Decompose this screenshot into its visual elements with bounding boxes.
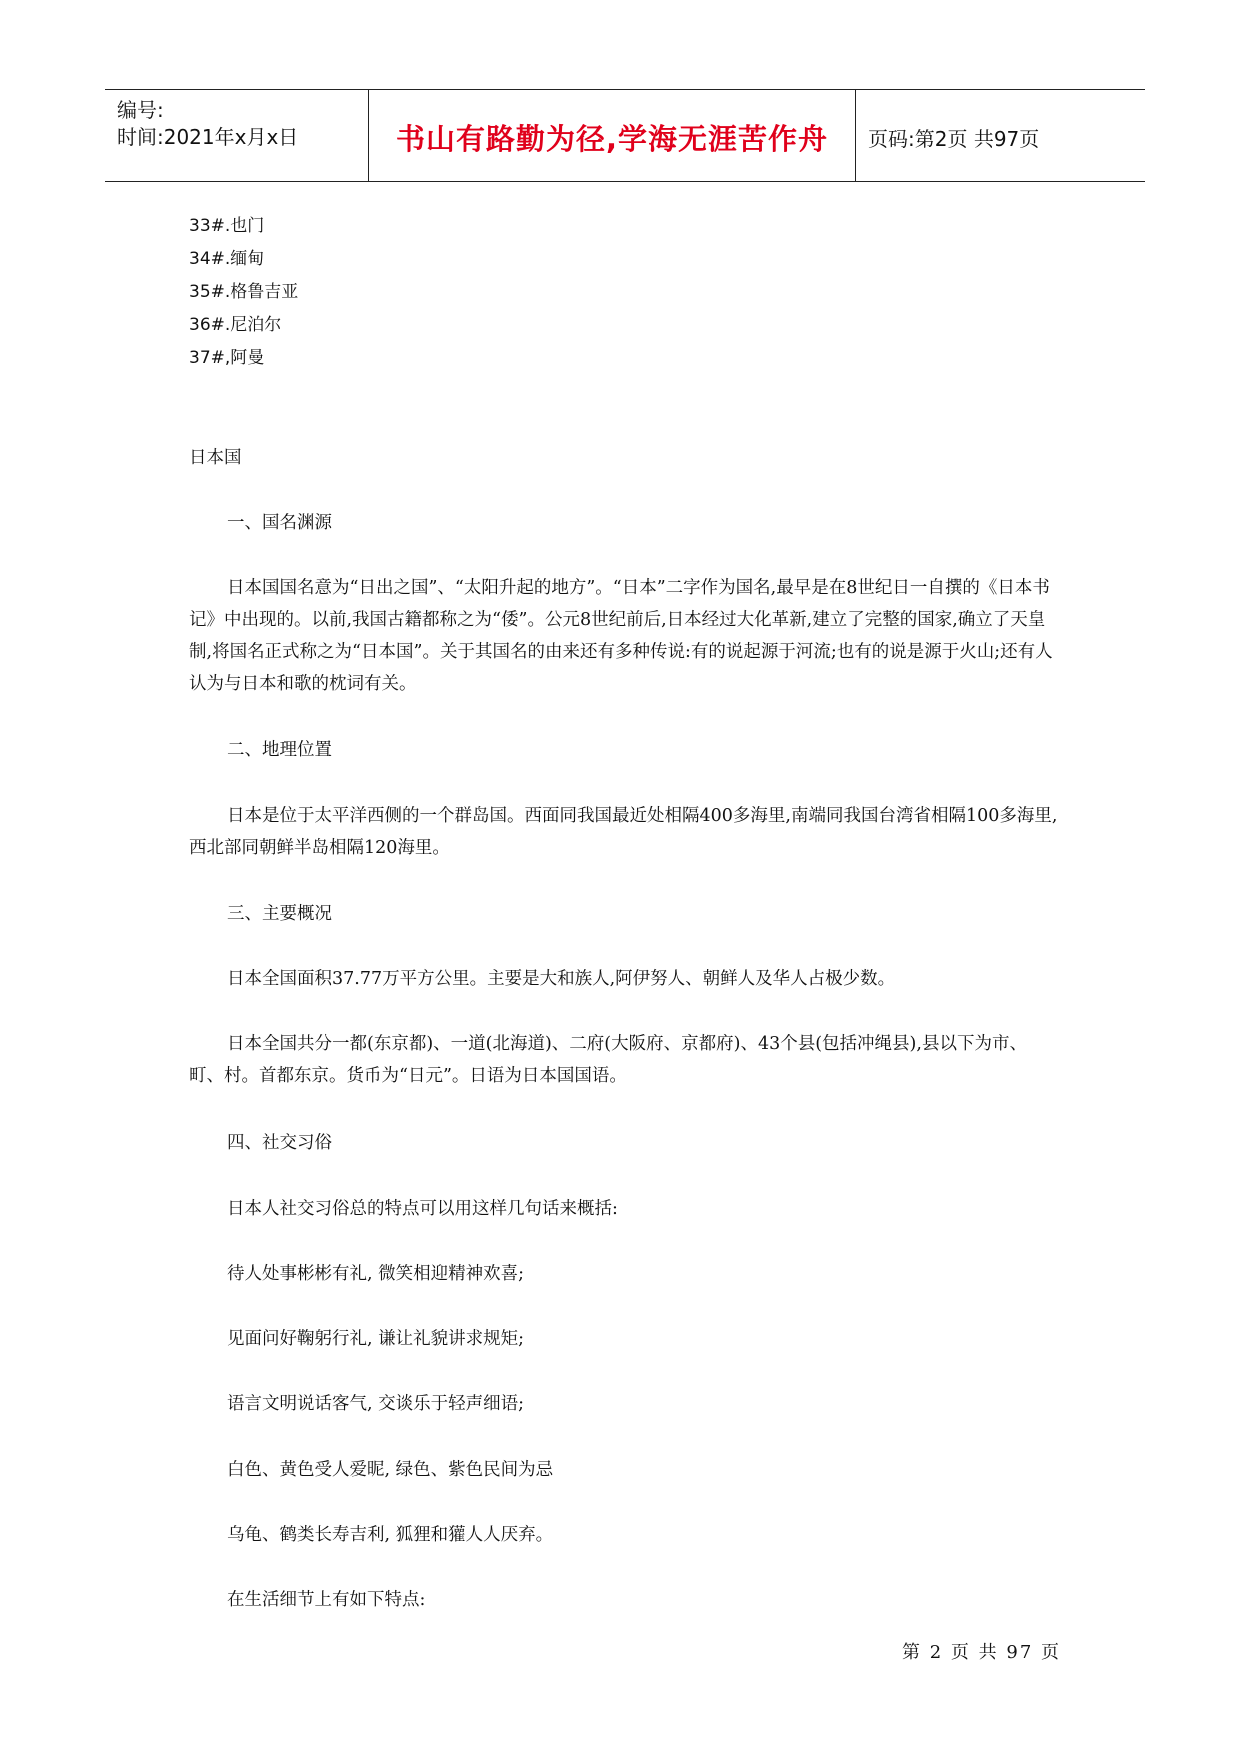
customs-line: 待人处事彬彬有礼, 微笑相迎精神欢喜; — [227, 1264, 525, 1284]
section-title: 日本国 — [189, 448, 242, 468]
header-middle-cell — [369, 90, 856, 181]
list-item: 35#.格鲁吉亚 — [189, 282, 299, 302]
section-heading-3: 三、主要概况 — [227, 904, 332, 924]
serial-label: 编号: — [117, 98, 164, 122]
customs-line: 见面问好鞠躬行礼, 谦让礼貌讲求规矩; — [227, 1329, 525, 1349]
time-label: 时间:2021年x月x日 — [117, 125, 299, 149]
section-heading-1: 一、国名渊源 — [227, 513, 332, 533]
page-footer: 第 2 页 共 97 页 — [902, 1642, 1061, 1663]
page-info: 页码:第2页 共97页 — [868, 127, 1040, 151]
motto: 书山有路勤为径,学海无涯苦作舟 — [395, 122, 829, 156]
customs-line: 乌龟、鹤类长寿吉利, 狐狸和獾人人厌弃。 — [227, 1525, 554, 1545]
list-item: 37#,阿曼 — [189, 348, 265, 368]
paragraph-customs-intro: 日本人社交习俗总的特点可以用这样几句话来概括: — [227, 1199, 618, 1219]
paragraph-details: 在生活细节上有如下特点: — [227, 1590, 426, 1610]
country-list — [189, 210, 1059, 375]
customs-line: 白色、黄色受人爱昵, 绿色、紫色民间为忌 — [227, 1460, 554, 1480]
section-heading-2: 二、地理位置 — [227, 740, 332, 760]
paragraph-overview-2: 日本全国共分一都(东京都)、一道(北海道)、二府(大阪府、京都府)、43个县(包括冲绳县),县以下为市、町、村。首都东京。货币为“日元”。日语为日本国国语。 — [189, 1034, 1027, 1086]
customs-line: 语言文明说话客气, 交谈乐于轻声细语; — [227, 1394, 525, 1414]
section-heading-4: 四、社交习俗 — [227, 1133, 332, 1153]
header-table — [105, 89, 1145, 182]
paragraph-name-origin: 日本国国名意为“日出之国”、“太阳升起的地方”。“日本”二字作为国名,最早是在8世纪日一自撰的《日本书记》中出现的。以前,我国古籍都称之为“倭”。公元8世纪前后,日本经过大化革新,建立了完整的国家,确立了天皇制,将国名正式称之为“日本国”。关于其国名的由来还有多种传说:有的说起源于河流;也有的说是源于火山;还有人认为与日本和歌的枕词有关。 — [189, 578, 1053, 694]
header-right-cell — [856, 90, 1145, 181]
paragraph-geography: 日本是位于太平洋西侧的一个群岛国。西面同我国最近处相隔400多海里,南端同我国台湾省相隔100多海里,西北部同朝鲜半岛相隔120海里。 — [189, 806, 1058, 858]
list-item: 34#.缅甸 — [189, 249, 265, 269]
paragraph-overview-1: 日本全国面积37.77万平方公里。主要是大和族人,阿伊努人、朝鲜人及华人占极少数。 — [227, 969, 896, 989]
header-left-cell — [105, 90, 369, 181]
list-item: 33#.也门 — [189, 216, 265, 236]
list-item: 36#.尼泊尔 — [189, 315, 282, 335]
document-body — [189, 210, 1059, 1610]
